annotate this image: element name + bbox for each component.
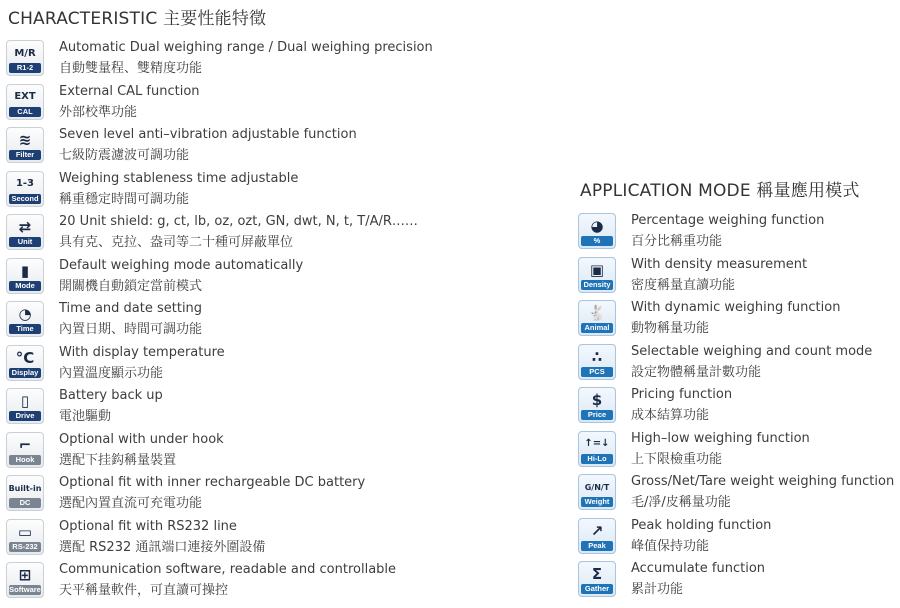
icon-tag: Weight	[581, 497, 613, 507]
icon-symbol: ◔	[18, 305, 32, 323]
price-icon	[578, 387, 616, 423]
gather-icon	[578, 561, 616, 597]
feature-text	[59, 342, 225, 384]
feature-english: Accumulate function	[631, 561, 766, 576]
feature-english: Automatic Dual weighing range / Dual weighing precision	[59, 40, 433, 55]
feature-text	[59, 37, 433, 79]
feature-english: Seven level anti–vibration adjustable function	[59, 127, 357, 142]
icon-symbol: ▭	[17, 522, 33, 541]
density-icon	[578, 257, 616, 293]
icon-symbol: Σ	[591, 565, 603, 583]
icon-tag: Hook	[9, 455, 41, 465]
icon-tag: Animal	[581, 323, 613, 333]
animal-icon	[578, 300, 616, 336]
icon-symbol: EXT	[14, 91, 36, 102]
feature-text	[59, 472, 365, 514]
second-icon	[6, 171, 44, 207]
hi-lo-icon	[578, 431, 616, 467]
pcs-icon	[578, 344, 616, 380]
feature-text	[59, 211, 418, 253]
icon-symbol: G/N/T	[584, 482, 610, 492]
icon-symbol: ⊞	[18, 566, 32, 584]
feature-text	[631, 471, 894, 513]
mode-icon	[6, 258, 44, 294]
feature-chinese: 峰值保持功能	[631, 538, 710, 554]
icon-symbol: ⌐	[18, 435, 32, 454]
temperature-icon	[6, 345, 44, 381]
feature-english: With density measurement	[631, 256, 808, 272]
feature-text	[631, 384, 732, 426]
feature-text	[59, 516, 265, 558]
icon-tag: Density	[581, 280, 613, 290]
percentage-icon	[578, 213, 616, 249]
feature-chinese: 七級防震濾波可調功能	[59, 148, 190, 163]
feature-english: Percentage weighing function	[631, 213, 825, 228]
feature-text	[631, 297, 840, 339]
feature-text	[631, 210, 824, 252]
icon-symbol: ≋	[18, 131, 32, 149]
software-icon	[6, 562, 44, 598]
feature-chinese: 具有克、克拉、盎司等二十種可屏蔽單位	[59, 235, 294, 250]
icon-tag: Hi-Lo	[581, 454, 613, 464]
icon-tag: Display	[9, 368, 41, 378]
icon-tag: Price	[581, 410, 613, 420]
icon-symbol: ◕	[590, 217, 604, 235]
icon-symbol: ⇄	[18, 218, 32, 236]
feature-text	[59, 81, 200, 123]
characteristic-heading: CHARACTERISTIC 主要性能特徵	[8, 9, 267, 29]
feature-text	[631, 254, 807, 296]
icon-tag: Time	[9, 324, 41, 334]
feature-english: Optional with under hook	[59, 431, 224, 447]
feature-text	[631, 558, 765, 600]
icon-symbol: 🐇	[587, 304, 607, 322]
icon-symbol: ↑=↓	[584, 438, 610, 449]
icon-symbol: $	[591, 391, 603, 409]
icon-symbol: ▮	[20, 261, 30, 280]
feature-text	[631, 428, 810, 470]
rs232-icon	[6, 519, 44, 555]
feature-chinese: 累計功能	[631, 582, 684, 597]
icon-tag: Second	[9, 194, 41, 204]
feature-chinese: 設定物體稱量計數功能	[631, 364, 762, 380]
icon-tag: PCS	[581, 367, 613, 377]
icon-symbol: ▯	[20, 392, 30, 410]
application-mode-heading: APPLICATION MODE 稱量應用模式	[580, 181, 860, 201]
icon-tag: Peak	[581, 541, 613, 551]
feature-chinese: 外部校準功能	[59, 104, 138, 120]
hook-icon	[6, 432, 44, 468]
feature-english: Optional fit with RS232 line	[59, 518, 237, 534]
feature-chinese: 電池驅動	[59, 409, 112, 424]
feature-chinese: 自動雙量程、雙精度功能	[59, 61, 203, 76]
icon-tag: Mode	[9, 281, 41, 291]
icon-tag: Unit	[9, 237, 41, 247]
feature-english: Battery back up	[59, 388, 163, 403]
icon-tag: Gather	[581, 584, 613, 594]
external-cal-icon	[6, 84, 44, 120]
feature-chinese: 天平稱量軟件，可直讀可操控	[59, 583, 229, 598]
feature-english: Optional fit with inner rechargeable DC battery	[59, 475, 366, 490]
weight-icon	[578, 474, 616, 510]
feature-text	[59, 429, 224, 471]
feature-text	[631, 341, 872, 383]
feature-chinese: 百分比稱重功能	[631, 234, 723, 249]
icon-symbol: ∴	[591, 347, 603, 366]
feature-english: External CAL function	[59, 83, 200, 99]
dual-range-icon	[6, 40, 44, 76]
feature-text	[59, 385, 163, 427]
feature-chinese: 動物稱量功能	[631, 321, 710, 336]
icon-tag: Drive	[9, 411, 41, 421]
feature-english: Selectable weighing and count mode	[631, 343, 873, 359]
feature-chinese: 選配內置直流可充電功能	[59, 496, 203, 511]
icon-symbol: °C	[15, 348, 35, 367]
filter-icon	[6, 127, 44, 163]
feature-text	[59, 124, 357, 166]
feature-text	[59, 559, 396, 601]
feature-english: Gross/Net/Tare weight weighing function	[631, 474, 895, 489]
feature-english: High–low weighing function	[631, 430, 810, 446]
feature-chinese: 毛/凈/皮稱量功能	[631, 495, 731, 510]
icon-tag: CAL	[9, 107, 41, 117]
icon-tag: RS-232	[9, 542, 41, 552]
icon-symbol: Built-in	[8, 483, 42, 493]
feature-english: Communication software, readable and controllable	[59, 562, 397, 577]
built-in-dc-icon	[6, 475, 44, 511]
clock-icon	[6, 301, 44, 337]
feature-english: With display temperature	[59, 344, 225, 360]
unit-icon	[6, 214, 44, 250]
icon-tag: Filter	[9, 150, 41, 160]
feature-chinese: 成本結算功能	[631, 408, 710, 423]
icon-tag: %	[581, 236, 613, 246]
feature-chinese: 開關機自動鎖定當前模式	[59, 278, 203, 294]
icon-tag: DC	[9, 498, 41, 508]
feature-english: Peak holding function	[631, 517, 772, 533]
feature-english: 20 Unit shield: g, ct, lb, oz, ozt, GN, dwt, N, t, T/A/R……	[59, 214, 418, 229]
icon-symbol: ▣	[589, 260, 605, 279]
icon-symbol: 1-3	[15, 178, 35, 189]
feature-chinese: 選配下挂鈎稱量裝置	[59, 452, 177, 468]
feature-chinese: 選配 RS232 通訊端口連接外圍設備	[59, 539, 266, 555]
feature-text	[631, 515, 771, 557]
feature-english: Default weighing mode automatically	[59, 257, 304, 273]
icon-tag: R1-2	[9, 63, 41, 73]
feature-chinese: 稱重穩定時間可調功能	[59, 191, 190, 207]
battery-icon	[6, 388, 44, 424]
icon-symbol: ↗	[590, 521, 604, 540]
feature-chinese: 上下限檢重功能	[631, 451, 723, 467]
feature-english: Time and date setting	[59, 301, 203, 316]
feature-text	[59, 298, 202, 340]
feature-chinese: 內置日期、時間可調功能	[59, 322, 203, 337]
icon-tag: Software	[9, 585, 41, 594]
feature-chinese: 密度稱量直讀功能	[631, 277, 736, 293]
feature-text	[59, 255, 303, 297]
icon-symbol: M/R	[14, 47, 36, 59]
feature-english: With dynamic weighing function	[631, 300, 841, 315]
feature-text	[59, 168, 298, 210]
peak-icon	[578, 518, 616, 554]
feature-english: Pricing function	[631, 387, 733, 402]
feature-english: Weighing stableness time adjustable	[59, 170, 299, 186]
feature-chinese: 內置溫度顯示功能	[59, 365, 164, 381]
